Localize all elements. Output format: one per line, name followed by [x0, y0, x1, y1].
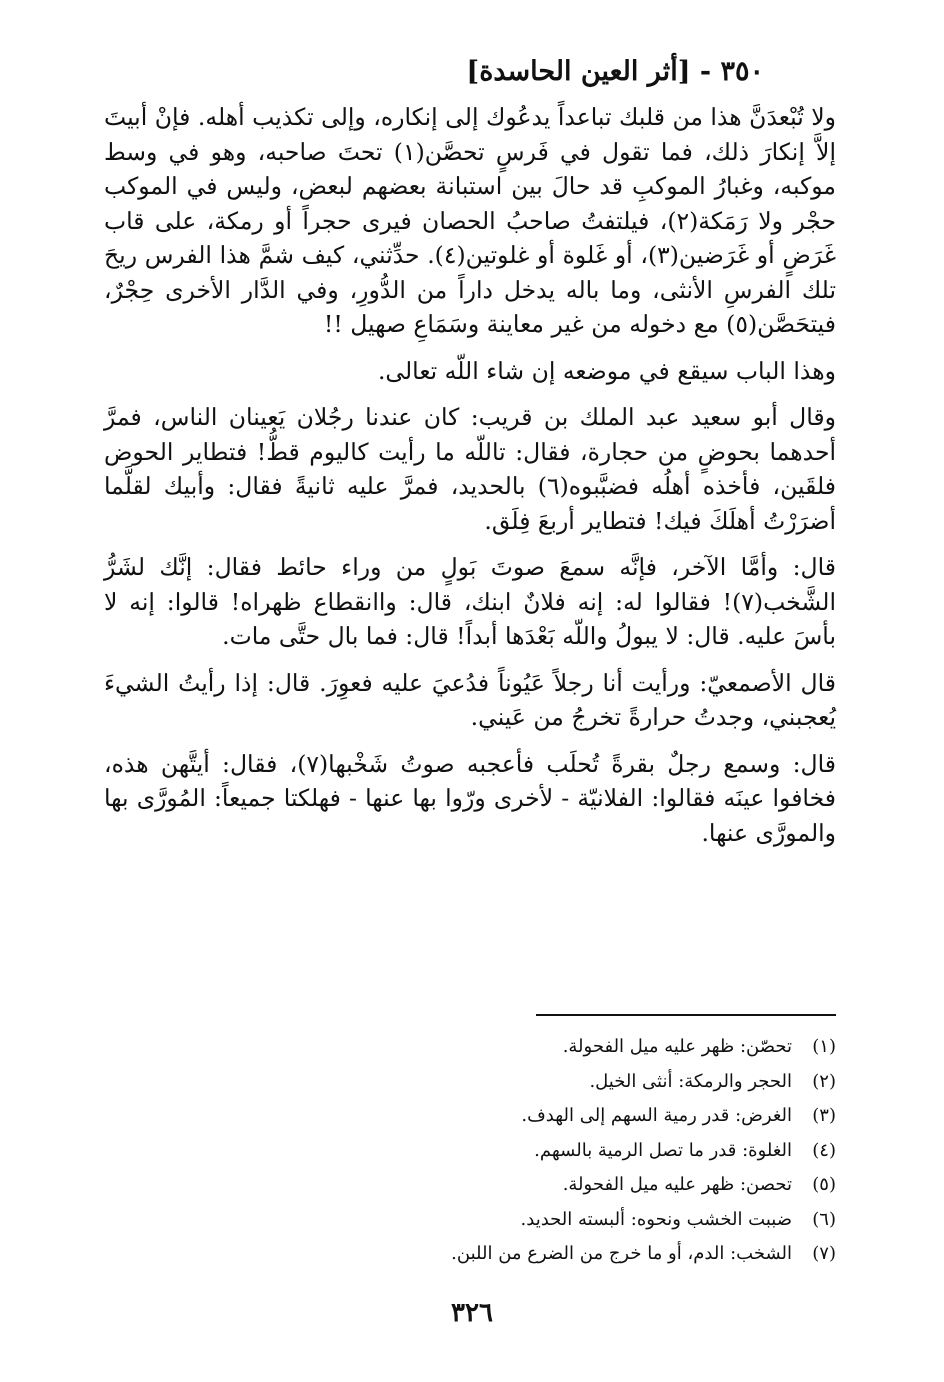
footnote-number: (١) — [812, 1036, 836, 1057]
running-head: ٣٥٠ - [أثر العين الحاسدة] — [466, 56, 764, 87]
footnote-number: (٣) — [812, 1105, 836, 1126]
footnote-item — [104, 1065, 836, 1100]
footnote-item — [104, 1168, 836, 1203]
footnote-item — [104, 1030, 836, 1065]
footnote-item — [104, 1237, 836, 1272]
paragraph: قال: وسمع رجلٌ بقرةً تُحلَب فأعجبه صوتُ شَخْبها(٧)، فقال: أيتَّهن هذه، فخافوا عينَه فقالوا: الفلانيّة - لأخرى ورّوا بها عنها - فهلكتا جميعاً: المُورَّى بها والمورَّى عنها. — [104, 749, 837, 847]
footnote-text: الحجر والرمكة: أنثى الخيل. — [589, 1070, 792, 1092]
footnote-number: (٧) — [812, 1243, 836, 1264]
footnote-number: (٥) — [812, 1174, 836, 1195]
footnote-text: تحصّن: ظهر عليه ميل الفحولة. — [562, 1036, 792, 1057]
footnotes-list — [104, 1030, 836, 1272]
paragraph: وهذا الباب سيقع في موضعه إن شاء اللّه تعالى. — [377, 356, 836, 385]
main-text — [104, 100, 836, 862]
footnote-item — [104, 1099, 836, 1134]
page-number: ٣٢٦ — [451, 1298, 493, 1328]
footnote-item — [104, 1134, 836, 1169]
footnote-text: ضببت الخشب ونحوه: ألبسته الحديد. — [520, 1208, 792, 1230]
footnote-number: (٦) — [812, 1208, 836, 1230]
footnote-number: (٢) — [812, 1070, 836, 1092]
paragraph: وقال أبو سعيد عبد الملك بن قريب: كان عندنا رجُلان يَعينان الناس، فمرَّ أحدهما بحوضٍ من حجارة، فقال: تاللّه ما رأيت كاليوم قطُّ! فتطاير الحوض فلقَين، فأخذه أهلُه فضبَّبوه(٦) بالحديد، فمرَّ عليه ثانيةً فقال: وأبيك لقلَّما أضرَرْتُ أهلَكَ فيك! فتطاير أربعَ فِلَق. — [104, 403, 837, 535]
paragraph: قال: وأمَّا الآخر، فإنَّه سمعَ صوتَ بَولٍ من وراء حائط فقال: إنَّك لشَرُّ الشَّخب(٧)! فقالوا له: إنه فلانٌ ابنك، قال: واانقطاع ظهراه! قالوا: إنه لا بأسَ عليه. قال: لا يبولُ واللّه بَعْدَها أبداً! قال: فما بال حتَّى مات. — [104, 553, 836, 650]
footnote-divider — [536, 1014, 836, 1016]
footnote-text: تحصن: ظهر عليه ميل الفحولة. — [562, 1174, 792, 1195]
footnote-number: (٤) — [812, 1139, 836, 1161]
footnote-text: الشخب: الدم، أو ما خرج من الضرع من اللبن. — [451, 1243, 792, 1264]
footnote-text: الغرض: قدر رمية السهم إلى الهدف. — [521, 1105, 792, 1126]
footnote-text: الغلوة: قدر ما تصل الرمية بالسهم. — [534, 1139, 792, 1161]
footnote-item — [104, 1203, 836, 1238]
paragraph: قال الأصمعيّ: ورأيت أنا رجلاً عَيُوناً فدُعيَ عليه فعوِرَ. قال: إذا رأيتُ الشيءَ يُعجبني، وجدتُ حرارةً تخرجُ من عَيني. — [104, 668, 836, 731]
paragraph: ولا تُبْعدَنَّ هذا من قلبك تباعداً يدعُوك إلى إنكاره، وإلى تكذيب أهله. فإنْ أبيتَ إلاَّ إنكارَ ذلك، فما تقول في فَرسٍ تحصَّن(١) تحتَ صاحبه، وهو في وسط موكبه، وغبارُ الموكبِ قد حالَ بين استبانة بعضهم لبعض، وليس في الموكب حجْر ولا رَمَكة(٢)، فيلتفتُ صاحبُ الحصان فيرى حجراً أو رمكة، على قاب غَرَضٍ أو غَرَضين(٣)، أو غَلوة أو غلوتين(٤). حدِّثني، كيف شمَّ هذا الفرس ريحَ تلك الفرسِ الأنثى، وما باله يدخل داراً من الدُّورِ، وفي الدَّار الأخرى حِجْرٌ، فيتحَصَّن(٥) مع دخوله من غير معاينة وسَمَاعِ صهيل !! — [104, 103, 837, 338]
